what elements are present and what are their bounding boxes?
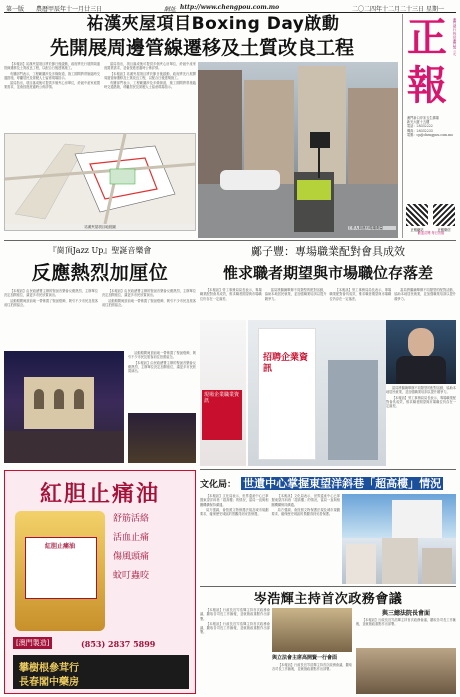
- lead-paragraph: 【本報訊】祐漢夾屋項目將於節日後啟動，政府將先行展開周邊管線遷移及土質改良工程，以配合日後建築施工。: [104, 71, 196, 80]
- ho-paragraph: 【本報訊】行政長官岑浩輝主持首次政務會議，聽取各司長工作匯報，並就施政重點作出部署。: [200, 621, 270, 635]
- lead-headline-1: 祐漢夾屋項目Boxing Day啟動: [86, 14, 340, 34]
- cheng-paragraph: 當局將繼續舉辦不同類型的配對活動，協助本地居民就業，並加強職業培訓以提升競爭力。: [394, 288, 456, 301]
- culture-kicker: 文化局：: [200, 480, 237, 490]
- ho-paragraph: 【本報訊】行政長官岑浩輝主持首次政務會議，聽取各司長工作匯報，並就施政重點作出部署。: [356, 618, 456, 627]
- culture-paragraph: 局方強調，會按照文物保護法規及城市規劃要求，確保歷史城區的景觀得到妥善保護。: [271, 507, 340, 517]
- masthead-logo-char-1: 正: [407, 14, 447, 61]
- culture-photo-sky: [342, 494, 456, 538]
- cheng-portrait: [386, 320, 456, 384]
- masthead-logo-char-2: 報: [407, 62, 447, 109]
- issue-date: 二〇二四年十二月二十三日: [352, 6, 425, 12]
- jazz-kicker: 『崗頂Jazz Up』聖誕音樂會: [48, 246, 152, 255]
- lead-map-image: [4, 133, 196, 231]
- ad-bottle-image: [15, 511, 105, 631]
- ho-photo-2: [356, 648, 456, 694]
- culture-photo-street: [342, 538, 456, 584]
- cheng-headline: 惟求職者期望與市場職位存落差: [222, 264, 433, 282]
- ad-red-oil[interactable]: [4, 470, 196, 694]
- masthead-info-line: 澳門新口岸宋玉生廣場: [407, 116, 439, 120]
- jazz-body: [4, 289, 196, 349]
- culture-body: [200, 494, 340, 584]
- culture-paragraph: 局方強調，會按照文物保護法規及城市規劃要求，確保歷史城區的景觀得到妥善保護。: [200, 507, 269, 517]
- ad-shop: 長春閣中藥房: [19, 677, 79, 688]
- ad-claims: [113, 511, 189, 587]
- ho-sub-wrap: [272, 654, 352, 694]
- masthead-info-line: 電郵：cp@chengpou.com.mo: [407, 132, 454, 137]
- section-rule: [200, 469, 456, 470]
- lead-headline-2: 先開展周邊管線遷移及土質改良工程: [49, 37, 354, 59]
- banner-text: 招聘企業資訊: [263, 353, 309, 374]
- cheng-kicker: 鄺子豐：專場職業配對會具成效: [251, 245, 405, 258]
- lead-photo-caption: 工作人員進行現場測量: [348, 226, 396, 231]
- ho-photo-1: [272, 608, 352, 652]
- cheng-paragraph: 【本報訊】勞工事務局局長表示，專場職業配對會具成效，惟求職者期望與市場職位仍存在一定落差。: [200, 288, 262, 301]
- lead-photo: [198, 62, 398, 238]
- cheng-body-side: [386, 386, 456, 468]
- page-header: [4, 3, 456, 12]
- ho-paragraph: 【本報訊】行政長官岑浩輝主持首次政務會議，聽取各司長工作匯報，並就施政重點作出部署。: [272, 663, 352, 672]
- website[interactable]: http://www.chengpou.com.mo: [180, 4, 280, 11]
- section-rule: [4, 240, 456, 241]
- section-rule: [200, 586, 456, 587]
- jazz-paragraph: 【本報訊】由民政總署主辦的聖誕音樂會反應熱烈，主辦單位決定加開座位，讓更多市民欣賞演出。: [128, 360, 196, 374]
- lead-paragraph: 有關部門表示，工程範圍涉及多條街道，施工期間將實施臨時交通措施，呼籲居民及駕駛人士留意現場指示。: [4, 71, 100, 80]
- culture-headline-wrap: [200, 472, 456, 492]
- jazz-paragraph: 【本報訊】由民政總署主辦的聖誕音樂會反應熱烈，主辦單位決定加開座位，讓更多市民欣賞演出。: [4, 289, 98, 298]
- ho-sub-body: [272, 663, 352, 672]
- masthead: [402, 14, 458, 238]
- lead-map-caption: 祐漢夾屋項目地段圖: [84, 224, 116, 229]
- jazz-photo-2: [128, 413, 196, 463]
- qr-label-2: 正報微信: [437, 228, 451, 232]
- jazz-story: [4, 243, 196, 467]
- jazz-headline: 反應熱烈加厘位: [31, 262, 169, 284]
- lead-body-col1: [4, 62, 100, 130]
- ad-claim: 蚊叮蟲咬: [113, 571, 150, 581]
- lead-body-col2: [104, 62, 196, 130]
- cheng-paragraph: 【本報訊】勞工事務局局長表示，專場職業配對會具成效，惟求職者期望與市場職位仍存在一定落差。: [329, 288, 392, 301]
- jazz-paragraph: 【本報訊】由民政總署主辦的聖誕音樂會反應熱烈，主辦單位決定加開座位，讓更多市民欣賞演出。: [102, 289, 196, 298]
- cheng-paragraph: 【本報訊】勞工事務局局長表示，專場職業配對會具成效，惟求職者期望與市場職位仍存在一定落差。: [386, 395, 456, 409]
- ho-paragraph: 【本報訊】行政長官岑浩輝主持首次政務會議，聽取各司長工作匯報，並就施政重點作出部署。: [200, 608, 270, 621]
- cheng-photo-main: [248, 320, 386, 466]
- jazz-paragraph: 活動期間崗頂前地一帶佈置了聖誕燈飾，吸引不少市民及旅客前往拍照留念。: [102, 298, 196, 307]
- jazz-paragraph: 活動期間崗頂前地一帶佈置了聖誕燈飾，吸引不少市民及旅客前往拍照留念。: [128, 351, 196, 360]
- banner-text-2: 現場企業職業資訊: [202, 390, 242, 440]
- ho-subheadline: 與三總法院長會面: [381, 610, 430, 617]
- lead-paragraph: 有關部門表示，工程範圍涉及多條街道，施工期間將實施臨時交通措施，呼籲居民及駕駛人士留意現場指示。: [104, 81, 196, 90]
- qr-code-icon[interactable]: [406, 204, 428, 226]
- ad-tel[interactable]: (853) 2837 5899: [81, 639, 156, 649]
- culture-paragraph: 【本報訊】文化局表示，世界遺產中心已掌握東望洋斜巷「超高樓」的情況，當局一直與相關機構保持溝通。: [271, 494, 340, 507]
- website-label: 網址: [164, 6, 177, 12]
- ho-subheadline-2: 與立法會主席高開賢一行會面: [272, 655, 338, 661]
- masthead-note: 澳門發行 每份澳門幣三元: [452, 18, 456, 56]
- map-diagram: [5, 134, 196, 224]
- ad-claim: 活血止痛: [113, 533, 150, 543]
- jazz-body-side: [128, 351, 196, 411]
- ad-title: 紅胆止痛油: [39, 481, 160, 507]
- ad-claim: 傷風頭痛: [113, 552, 150, 562]
- qr-code-icon[interactable]: [433, 204, 455, 226]
- qr-label-1: 正報網站: [410, 228, 424, 232]
- cheng-paragraph: 當局將繼續舉辦不同類型的配對活動，協助本地居民就業，並加強職業培訓以提升競爭力。: [386, 386, 456, 395]
- masthead-info-line: 傳真：28332233: [407, 128, 433, 133]
- ad-claim: 舒筋活絡: [113, 514, 150, 524]
- cheng-body: [200, 288, 456, 318]
- culture-headline: 世遺中心掌握東望洋斜巷「超高樓」情況: [243, 477, 442, 490]
- jazz-photo: [4, 351, 124, 463]
- masthead-info-line: 電話：28332222: [407, 124, 433, 129]
- lead-paragraph: 當局指出，項目落成後可提供多個夾心房單位，紓緩中產家庭置業需求，並會按進度適時公佈詳情。: [104, 62, 196, 71]
- masthead-foot: 歡迎訂閱 每日出版: [417, 231, 445, 235]
- masthead-info: [407, 116, 457, 137]
- lead-paragraph: 當局指出，項目落成後可提供多個夾心房單位，紓緩中產家庭置業需求，並會按進度適時公佈詳情。: [4, 81, 100, 90]
- ho-body: [200, 608, 270, 694]
- jazz-paragraph: 活動期間崗頂前地一帶佈置了聖誕燈飾，吸引不少市民及旅客前往拍照留念。: [4, 298, 98, 307]
- page-number: 第一版: [6, 6, 25, 12]
- cheng-paragraph: 當局將繼續舉辦不同類型的配對活動，協助本地居民就業，並加強職業培訓以提升競爭力。: [264, 288, 327, 301]
- ad-shops-band: [13, 655, 189, 689]
- lunar-date: 農曆甲辰年十一月廿三日: [36, 6, 103, 12]
- ho-sub-body-2: [356, 618, 456, 646]
- ad-maker: [澳門製造]: [13, 637, 52, 649]
- ho-headline: 岑浩輝主持首次政務會議: [253, 592, 403, 606]
- culture-paragraph: 【本報訊】文化局表示，世界遺產中心已掌握東望洋斜巷「超高樓」的情況，當局一直與相關機構保持溝通。: [200, 494, 269, 507]
- ad-shop: 攀樹根參茸行: [19, 663, 79, 674]
- ad-product-label: 紅胆止痛油: [44, 543, 75, 550]
- cheng-photo-banner: [200, 320, 246, 466]
- lead-paragraph: 【本報訊】祐漢夾屋項目將於節日後啟動，政府將先行展開周邊管線遷移及土質改良工程，以配合日後建築施工。: [4, 62, 100, 71]
- weekday: 星期一: [426, 6, 445, 12]
- masthead-info-line: 新光大廈十五樓: [407, 120, 430, 125]
